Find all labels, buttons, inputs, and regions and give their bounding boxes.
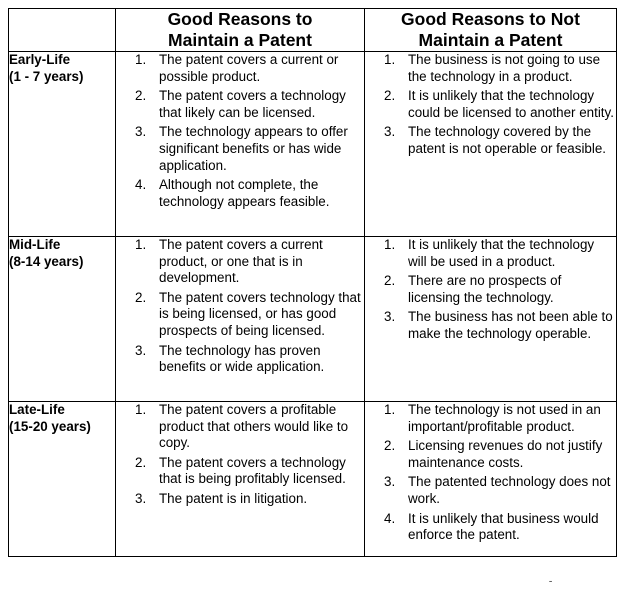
reason-text: It is unlikely that business would enforce the patent. xyxy=(408,510,599,543)
reason-number: 1. xyxy=(135,237,147,252)
row-mid-life xyxy=(9,237,617,402)
reason-text: The business is not going to use the technology in a product. xyxy=(408,52,601,84)
reason-number: 1. xyxy=(384,402,396,417)
reason-item xyxy=(365,124,616,157)
stray-tick-mark: ˉ xyxy=(549,580,553,591)
maintain-reasons-list xyxy=(116,237,364,376)
reason-text: The technology appears to offer significant benefits or has wide application. xyxy=(159,124,348,173)
reason-text: The patent is in litigation. xyxy=(159,490,308,506)
stage-name: Early-Life xyxy=(9,52,71,67)
stage-cell xyxy=(9,52,116,237)
not-maintain-reasons-cell xyxy=(365,52,617,237)
header-row xyxy=(9,9,617,52)
reason-item xyxy=(116,237,364,287)
not-maintain-reasons-cell xyxy=(365,402,617,557)
not-maintain-reasons-list xyxy=(365,52,616,158)
stage-range: (1 - 7 years) xyxy=(9,68,84,84)
maintain-reasons-list xyxy=(116,52,364,210)
header-maintain-line-2: Maintain a Patent xyxy=(168,30,312,50)
reason-number: 1. xyxy=(135,402,147,417)
header-not-maintain-line-1: Good Reasons to Not xyxy=(401,9,580,29)
reason-number: 3. xyxy=(135,342,147,358)
reason-item xyxy=(116,491,364,508)
reason-item xyxy=(365,52,616,85)
not-maintain-reasons-cell xyxy=(365,237,617,402)
maintain-reasons-list xyxy=(116,402,364,508)
stage-cell xyxy=(9,237,116,402)
reason-number: 2. xyxy=(384,88,396,104)
stage-name: Late-Life xyxy=(9,402,65,417)
reason-item xyxy=(365,273,616,306)
reason-item xyxy=(116,402,364,452)
reason-number: 3. xyxy=(384,309,396,325)
reason-item xyxy=(365,237,616,270)
reason-number: 1. xyxy=(384,237,396,252)
reason-text: It is unlikely that the technology could be licensed to another entity. xyxy=(408,88,614,120)
reason-text: There are no prospects of licensing the technology. xyxy=(408,273,562,305)
reason-number: 4. xyxy=(135,177,147,193)
reason-text: The patent covers a current or possible product. xyxy=(159,52,339,84)
reason-item xyxy=(365,474,616,507)
reason-item xyxy=(116,343,364,376)
reason-item xyxy=(116,52,364,85)
reason-number: 3. xyxy=(135,124,147,140)
reason-text: The technology has proven benefits or wide application. xyxy=(159,342,325,375)
row-late-life xyxy=(9,402,617,557)
reason-item xyxy=(365,511,616,544)
reason-item xyxy=(116,455,364,488)
reason-item xyxy=(365,309,616,342)
reason-item xyxy=(116,177,364,210)
reason-text: The technology is not used in an important/profitable product. xyxy=(408,402,601,434)
header-not-maintain-line-2: Maintain a Patent xyxy=(418,30,563,50)
reason-number: 3. xyxy=(384,474,396,490)
reason-text: The patent covers a profitable product that others would like to copy. xyxy=(159,402,349,451)
patent-maintenance-table xyxy=(8,8,617,557)
reason-item xyxy=(116,290,364,340)
reason-text: Licensing revenues do not justify maintenance costs. xyxy=(408,438,603,470)
reason-number: 2. xyxy=(135,454,147,470)
reason-item xyxy=(365,438,616,471)
reason-text: It is unlikely that the technology will be used in a product. xyxy=(408,237,595,269)
reason-number: 2. xyxy=(135,289,147,305)
maintain-reasons-cell xyxy=(116,402,365,557)
stage-name: Mid-Life xyxy=(9,237,61,252)
reason-number: 2. xyxy=(384,273,396,289)
reason-text: The patent covers technology that is being licensed, or has good prospects of being licensed. xyxy=(159,289,361,338)
stage-range: (8-14 years) xyxy=(9,253,84,269)
maintain-reasons-cell xyxy=(116,237,365,402)
reason-number: 1. xyxy=(384,52,396,67)
not-maintain-reasons-list xyxy=(365,402,616,544)
reason-text: The technology covered by the patent is not operable or feasible. xyxy=(408,124,607,156)
header-corner-cell xyxy=(9,9,116,52)
reason-number: 3. xyxy=(384,124,396,140)
reason-text: The patent covers a technology that is being profitably licensed. xyxy=(159,454,346,487)
reason-number: 4. xyxy=(384,510,396,526)
row-early-life xyxy=(9,52,617,237)
reason-number: 2. xyxy=(384,438,396,454)
not-maintain-reasons-list xyxy=(365,237,616,343)
reason-item xyxy=(116,88,364,121)
stage-range: (15-20 years) xyxy=(9,418,91,434)
reason-number: 1. xyxy=(135,52,147,67)
reason-item xyxy=(365,402,616,435)
reason-text: The patent covers a technology that likely can be licensed. xyxy=(159,88,346,120)
reason-number: 3. xyxy=(135,490,147,506)
stage-cell xyxy=(9,402,116,557)
reason-text: The patented technology does not work. xyxy=(408,474,611,506)
reason-item xyxy=(365,88,616,121)
header-not-maintain xyxy=(365,9,617,52)
reason-item xyxy=(116,124,364,174)
reason-text: The patent covers a current product, or one that is in development. xyxy=(159,237,323,286)
header-maintain-line-1: Good Reasons to xyxy=(167,9,313,29)
reason-text: Although not complete, the technology appears feasible. xyxy=(159,177,330,209)
header-maintain xyxy=(116,9,365,52)
reason-text: The business has not been able to make the technology operable. xyxy=(408,309,613,341)
reason-number: 2. xyxy=(135,88,147,104)
maintain-reasons-cell xyxy=(116,52,365,237)
